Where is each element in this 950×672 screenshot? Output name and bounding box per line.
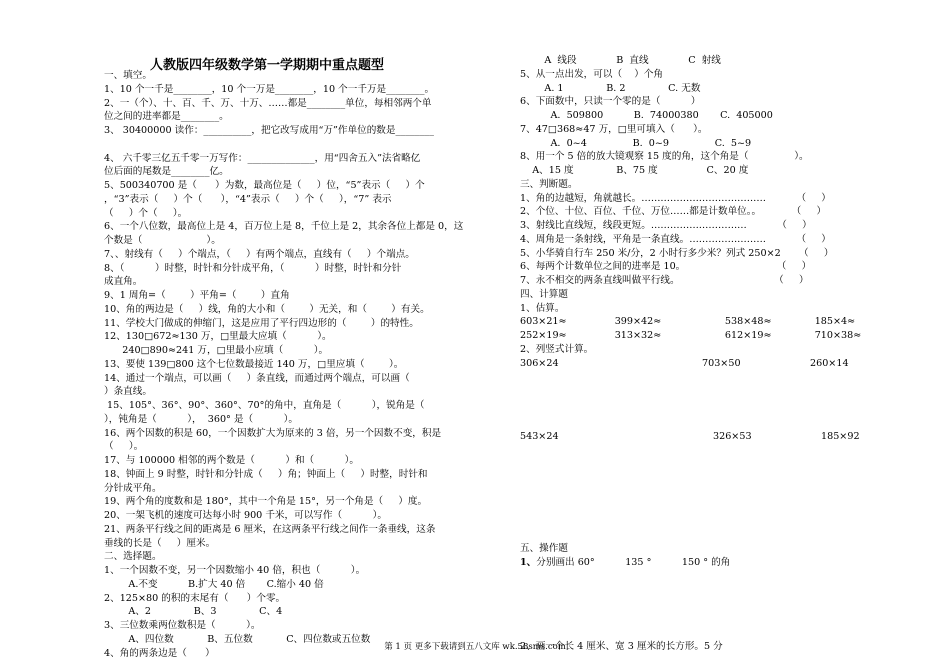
question-number: 1、: [520, 556, 537, 568]
question-line: 13、要使 139□800 这个七位数最接近 140 万，□里应填（ ）。: [104, 358, 404, 370]
page-title: 人教版四年级数学第一学期期中重点题型: [150, 58, 385, 73]
vertical-calc-item: 326×53: [713, 431, 752, 443]
estimate-item: 399×42≈: [614, 316, 662, 328]
question-line: 16、两个因数的积是 60，一个因数扩大为原来的 3 倍，另一个因数不变，积是: [104, 427, 442, 439]
question-line: 6、下面数中，只读一个零的是（ ）: [520, 96, 701, 108]
estimate-item: 185×4≈: [814, 316, 856, 328]
operations-heading: 五、操作题: [520, 543, 568, 554]
question-line: （ ）。: [104, 441, 144, 453]
estimate-item: 252×19≈: [520, 330, 567, 341]
question-line: 三、判断题。: [520, 178, 578, 190]
question-line: A.不变 B.扩大 40 倍 C.缩小 40 倍: [104, 578, 324, 590]
question-line: 9、1 周角=（ ）平角=（ ）直角: [104, 290, 290, 301]
question-line: A. 509800 B. 74000380 C. 405000: [520, 110, 773, 121]
question-line: 7、47□368≈47 万，□里可填入（ ）。: [520, 123, 708, 135]
question-line: A. 1 B. 2 C. 无数: [520, 82, 701, 94]
question-text: 分别画出 60° 135 ° 150 ° 的角: [536, 556, 731, 568]
estimate-item: 710×38≈: [814, 330, 862, 341]
question-line: 二、选择题。: [104, 551, 162, 563]
question-line: 7、、射线有（ ）个端点，（ ）有两个端点，直线有（ ）个端点。: [104, 248, 415, 260]
question-line: 6、一个八位数，最高位上是 4，百万位上是 8，千位上是 2，其余各位上都是 0，这: [104, 221, 464, 233]
question-line: 3、 30400000 读作：__________，把它改写成用“万”作单位的数是________: [104, 125, 434, 136]
vertical-calc-row-1: [520, 357, 880, 371]
question-line: 12、130□672≈130 万，□里最大应填（ ）。: [104, 331, 332, 343]
question-line: 4、 六千零三亿五千零一万写作：______________，用“四舍五入”法省略亿: [104, 152, 421, 164]
question-line: 位之间的进率都是________。: [104, 111, 229, 123]
estimate-item: 612×19≈: [724, 330, 772, 341]
vertical-calc-item: 185×92: [821, 431, 860, 443]
question-line: ，“3”表示（ ）个（ ），“4”表示（ ）个（ ），“7” 表示: [104, 193, 392, 205]
question-line: A 线段 B 直线 C 射线: [520, 55, 721, 66]
question-line: 4、角的两条边是（ ）: [104, 647, 215, 659]
vertical-calc-item: 260×14: [810, 357, 849, 369]
question-line: 240□890≈241 万，□里最小应填（ ）。: [104, 345, 329, 356]
estimate-row-1: [520, 315, 880, 329]
right-column: [520, 54, 880, 653]
question-line: A、2 B、3 C、4: [104, 606, 283, 618]
estimate-row-2: [520, 329, 880, 343]
question-line: （ ）个（ ）。: [104, 207, 188, 219]
question-line: 11、学校大门做成的伸缩门，这是应用了平行四边形的（ ）的特性。: [104, 317, 419, 329]
question-line: 6、每两个计数单位之间的进率是 10。 （ ）: [520, 261, 812, 273]
question-line: 个数是（ ）。: [104, 235, 221, 246]
question-line: 7、永不相交的两条直线叫做平行线。 （ ）: [520, 275, 809, 286]
question-line: 5、500340700 是（ ）为数，最高位是（ ）位，“5”表示（ ）个: [104, 180, 425, 191]
question-line: 2、一（个）、十、百、千、万、十万、……都是________单位，每相邻两个单: [104, 97, 432, 109]
operations-question-2: 2、画一个长 4 厘米、宽 3 厘米的长方形。5 分: [520, 640, 723, 652]
operations-question-1: [520, 556, 880, 570]
question-line: 2、个位、十位、百位、千位、万位……都是计数单位。。 （ ）: [520, 206, 827, 218]
question-line: 分针成平角。: [104, 482, 162, 494]
question-line: A、四位数 B、五位数 C、四位数或五位数: [104, 633, 371, 645]
question-line: 21、两条平行线之间的距离是 6 厘米，在这两条平行线之间作一条垂线，这条: [104, 523, 436, 535]
question-line: 4、周角是一条射线，平角是一条直线。…………………… （ ）: [520, 233, 831, 245]
vertical-calc-row-2: [520, 430, 880, 444]
left-column: [104, 69, 494, 660]
question-line: ）条直线。: [104, 386, 152, 398]
question-line: 17、与 100000 相邻的两个数是（ ）和（ ）。: [104, 455, 360, 466]
vertical-calc-item: 543×24: [520, 431, 559, 443]
question-line: 18、钟面上 9 时整，时针和分针成（ ）角；钟面上（ ）时整，时针和: [104, 468, 428, 480]
question-line: [104, 138, 494, 152]
question-line: 四、计算题: [520, 288, 568, 300]
question-line: 20、一架飞机的速度可达每小时 900 千米，可以写作（ ）。: [104, 510, 387, 521]
question-line: 19、两个角的度数和是 180°，其中一个角是 15°，另一个角是（ ）度。: [104, 496, 428, 508]
question-line: 3、射线比直线短，线段更短。………………………… （ ）: [520, 220, 812, 231]
question-line: 3、三位数乘两位数积是（ ）。: [104, 620, 261, 631]
question-line: 5、从一点出发，可以（ ）个角: [520, 68, 664, 80]
question-line: 8、用一个 5 倍的放大镜观察 15 度的角，这个角是（ ）。: [520, 151, 809, 163]
vertical-calc-label: 2、列竖式计算。: [520, 343, 594, 355]
question-line: 1、一个因数不变，另一个因数缩小 40 倍，积也（ ）。: [104, 565, 366, 576]
question-line: 1、10 个一千是________，10 个一万是________，10 个一千万是________。: [104, 83, 435, 95]
question-line: 一、填空。: [104, 70, 152, 81]
question-line: 15、105°、36°、90°、360°、70°的角中，直角是（ ），锐角是（: [104, 400, 425, 411]
vertical-calc-item: 306×24: [520, 357, 559, 369]
vertical-calc-item: 703×50: [702, 357, 741, 369]
question-line: 5、小华骑自行车 250 米/分，2 小时行多少米？列式 250×2 （ ）: [520, 247, 834, 259]
page-footer: 第 1 页 更多下载请到五八文库 wk.58sms.com: [384, 642, 566, 652]
question-line: 1、估算。: [520, 302, 565, 314]
question-line: ），钝角是（ ）， 360° 是（ ）。: [104, 413, 298, 425]
question-line: 8、（ ）时整，时针和分针成平角，（ ）时整，时针和分针: [104, 262, 402, 274]
question-line: 2、125×80 的积的末尾有（ ）个零。: [104, 592, 286, 604]
estimate-item: 313×32≈: [614, 330, 662, 341]
question-line: 14、通过一个端点，可以画（ ）条直线，而通过两个端点，可以画（: [104, 372, 410, 384]
question-line: A、15 度 B、75 度 C、20 度: [520, 165, 749, 176]
question-line: 1、角的边越短，角就越长。………………………………… （ ）: [520, 192, 831, 204]
question-line: 10、角的两边是（ ）线，角的大小和（ ）无关，和（ ）有关。: [104, 303, 430, 315]
question-line: 成直角。: [104, 276, 143, 288]
right-top-questions: [520, 54, 880, 315]
question-line: A. 0~4 B. 0~9 C. 5~9: [520, 137, 752, 149]
estimate-item: 603×21≈: [520, 316, 567, 328]
question-line: 位后面的尾数是________亿。: [104, 166, 229, 178]
estimate-item: 538×48≈: [724, 316, 772, 328]
question-line: 垂线的长是（ ）厘米。: [104, 537, 216, 549]
